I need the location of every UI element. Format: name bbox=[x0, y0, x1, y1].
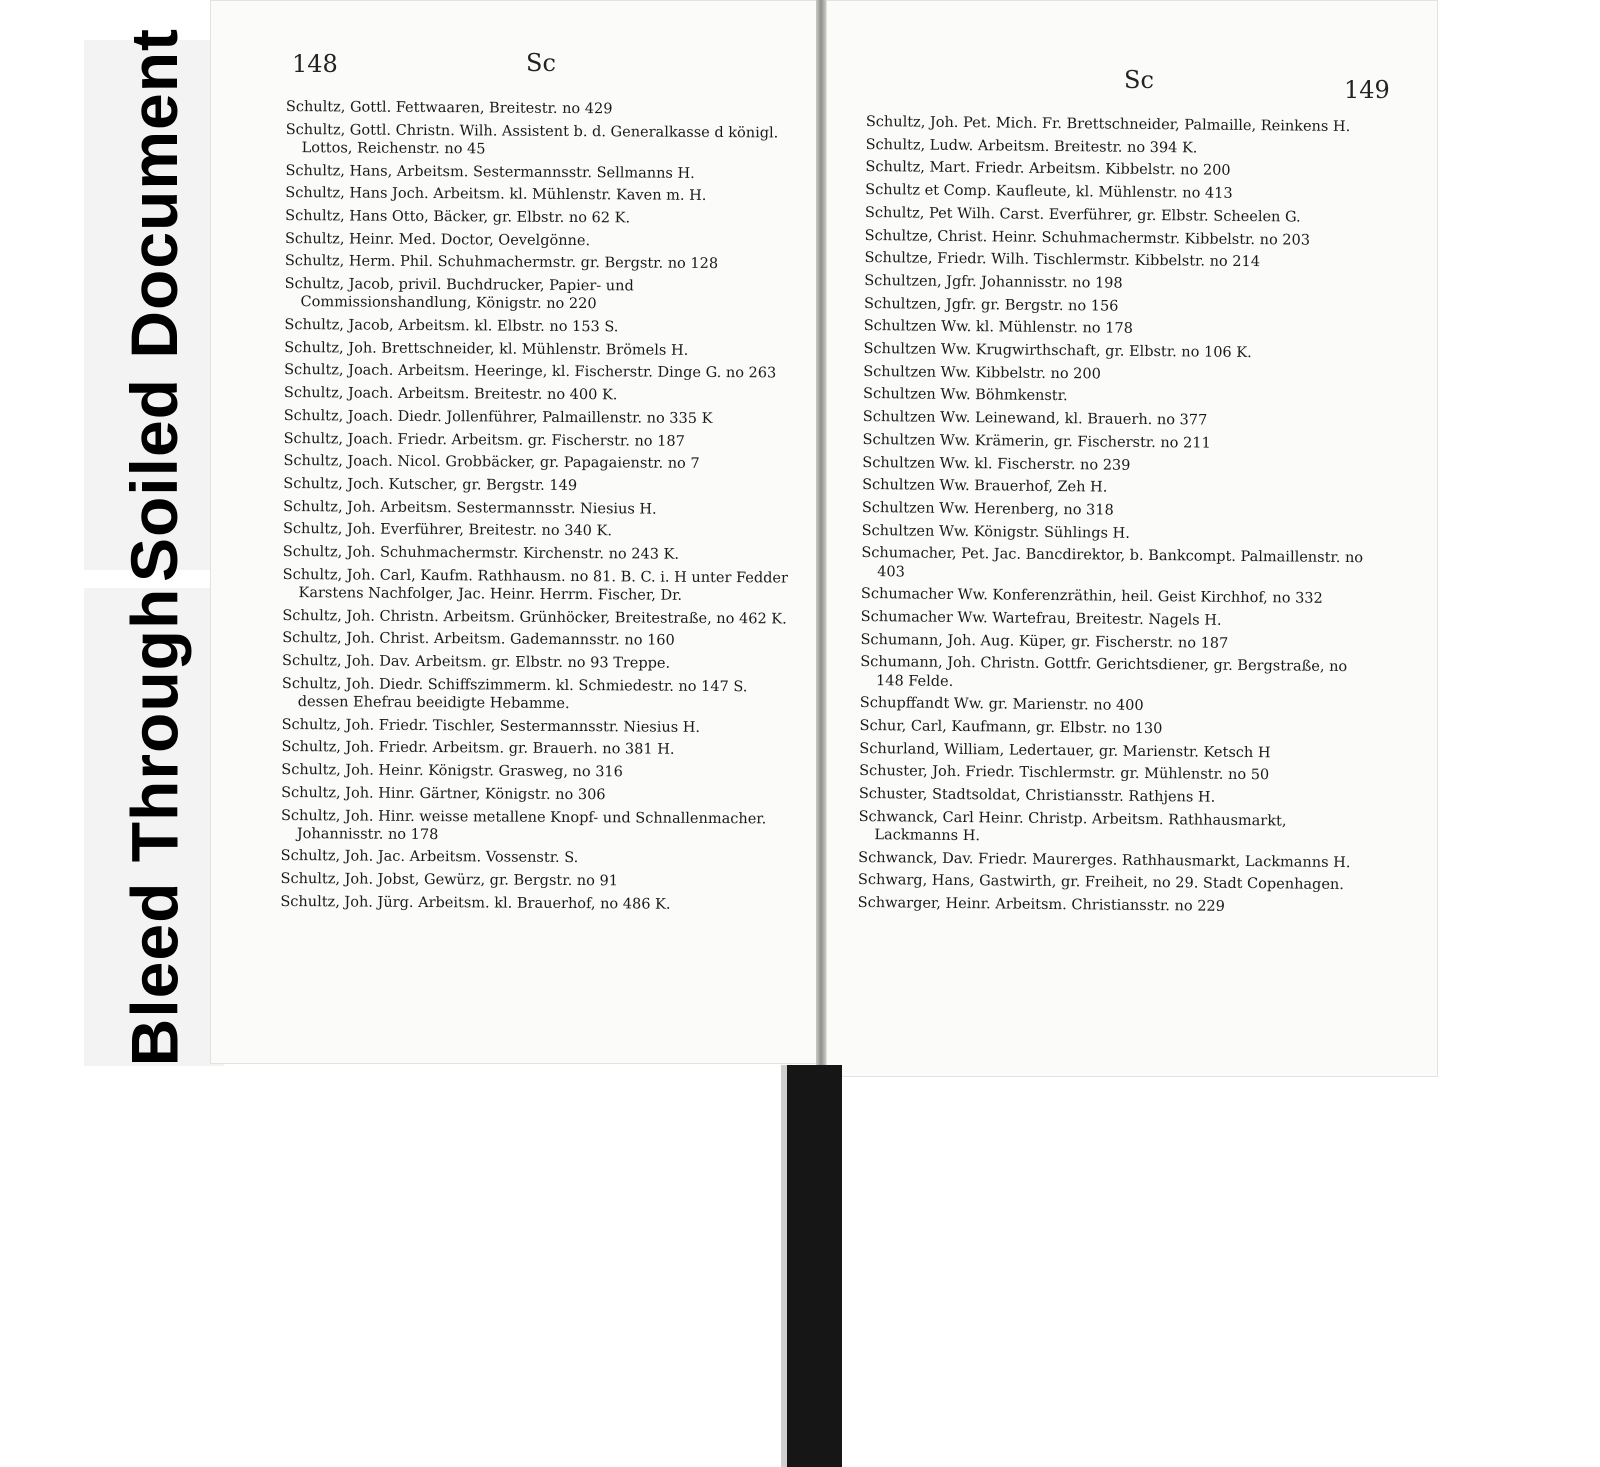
directory-entry: Schumacher Ww. Konferenzräthin, heil. Geist Kirchhof, no 332 bbox=[860, 586, 1323, 608]
directory-entry: Schultze, Friedr. Wilh. Tischlermstr. Kibbelstr. no 214 bbox=[864, 250, 1261, 271]
directory-entry: Schultz, Joch. Kutscher, gr. Bergstr. 149 bbox=[283, 475, 578, 494]
directory-entry: Schultz, Joh. Schuhmachermstr. Kirchenstr. no 243 K. bbox=[282, 544, 680, 563]
directory-entry: Schultze, Christ. Heinr. Schuhmachermstr. Kibbelstr. no 203 bbox=[864, 227, 1311, 249]
directory-entry: Schultz, Joh. Diedr. Schiffszimmerm. kl. Schmiedestr. no 147 S. dessen Ehefrau beeidigte Hebamme. bbox=[281, 675, 748, 712]
directory-entry: Schultz, Hans Otto, Bäcker, gr. Elbstr. no 62 K. bbox=[285, 208, 631, 227]
directory-entry: Schumann, Joh. Aug. Küper, gr. Fischerstr. no 187 bbox=[860, 631, 1229, 652]
soiled-document-text: Soiled Document bbox=[117, 27, 191, 583]
right-running-head: Sc bbox=[1124, 66, 1154, 94]
directory-entry: Schultz, Joh. Friedr. Arbeitsm. gr. Brauerh. no 381 H. bbox=[281, 739, 675, 759]
directory-entry: Schumann, Joh. Christn. Gottfr. Gerichtsdiener, gr. Bergstraße, no 148 Felde. bbox=[860, 654, 1348, 690]
directory-entry: Schurland, William, Ledertauer, gr. Marienstr. Ketsch H bbox=[859, 740, 1271, 761]
book-spine bbox=[787, 1065, 842, 1467]
directory-entry: Schultz, Joh. Carl, Kaufm. Rathhausm. no 81. B. C. i. H unter Fedder Karstens Nachfolger, Jac. Heinr. Herrm. Fischer, Dr. bbox=[282, 566, 789, 604]
directory-entry: Schultz, Pet Wilh. Carst. Everführer, gr. Elbstr. Scheelen G. bbox=[864, 204, 1301, 226]
directory-entry: Schultz, Joh. Everführer, Breitestr. no 340 K. bbox=[282, 521, 613, 540]
soiled-document-label bbox=[84, 27, 224, 583]
bleed-through-text: Bleed Through bbox=[117, 587, 191, 1067]
directory-entry: Schwanck, Dav. Friedr. Maurerges. Rathhausmarkt, Lackmanns H. bbox=[858, 849, 1351, 871]
directory-entry: Schultz, Joach. Nicol. Grobbäcker, gr. Papagaienstr. no 7 bbox=[283, 453, 700, 473]
directory-entry: Schultz, Joach. Diedr. Jollenführer, Palmaillenstr. no 335 K bbox=[283, 407, 713, 427]
directory-entry: Schultz, Joach. Friedr. Arbeitsm. gr. Fischerstr. no 187 bbox=[283, 430, 685, 450]
directory-entry: Schupffandt Ww. gr. Marienstr. no 400 bbox=[859, 695, 1144, 715]
left-directory-column bbox=[280, 98, 796, 919]
directory-entry: Schwanck, Carl Heinr. Christp. Arbeitsm. Rathhausmarkt, Lackmanns H. bbox=[858, 808, 1287, 845]
directory-entry: Schultz, Joach. Arbeitsm. Breitestr. no 400 K. bbox=[283, 385, 618, 404]
directory-entry: Schultz, Joh. Friedr. Tischler, Sestermannsstr. Niesius H. bbox=[281, 716, 701, 736]
directory-entry: Schultz, Heinr. Med. Doctor, Oevelgönne. bbox=[284, 230, 591, 249]
directory-entry: Schultzen Ww. Königstr. Sühlings H. bbox=[861, 522, 1130, 542]
directory-entry: Schultzen Ww. Böhmkenstr. bbox=[862, 386, 1068, 405]
right-directory-column bbox=[858, 113, 1376, 922]
directory-entry: Schumacher, Pet. Jac. Bancdirektor, b. Bankcompt. Palmaillenstr. no 403 bbox=[861, 545, 1364, 580]
directory-entry: Schultzen Ww. Krämerin, gr. Fischerstr. no 211 bbox=[862, 431, 1211, 452]
bleed-through-label bbox=[84, 588, 224, 1066]
directory-entry: Schultz, Ludw. Arbeitsm. Breitestr. no 394 K. bbox=[865, 136, 1198, 157]
directory-entry: Schultz, Joh. Jürg. Arbeitsm. kl. Brauerhof, no 486 K. bbox=[280, 893, 671, 913]
directory-entry: Schultz, Joh. Dav. Arbeitsm. gr. Elbstr. no 93 Treppe. bbox=[282, 653, 671, 672]
directory-entry: Schultzen, Jgfr. gr. Bergstr. no 156 bbox=[863, 295, 1119, 315]
directory-entry: Schultz, Joh. Hinr. weisse metallene Knopf- und Schnallenmacher. Johannisstr. no 178 bbox=[280, 807, 767, 843]
directory-entry: Schultz et Comp. Kaufleute, kl. Mühlenstr. no 413 bbox=[865, 182, 1233, 202]
right-page-number: 149 bbox=[1344, 76, 1390, 104]
directory-entry: Schwarg, Hans, Gastwirth, gr. Freiheit, no 29. Stadt Copenhagen. bbox=[857, 872, 1345, 894]
directory-entry: Schultzen Ww. Herenberg, no 318 bbox=[861, 499, 1114, 519]
left-page-number: 148 bbox=[292, 50, 338, 78]
directory-entry: Schultz, Joh. Pet. Mich. Fr. Brettschneider, Palmaille, Reinkens H. bbox=[865, 113, 1351, 136]
directory-entry: Schultz, Joh. Christ. Arbeitsm. Gademannsstr. no 160 bbox=[282, 630, 675, 650]
directory-entry: Schultzen Ww. kl. Fischerstr. no 239 bbox=[862, 454, 1131, 474]
directory-entry: Schultz, Joh. Heinr. Königstr. Grasweg, no 316 bbox=[281, 762, 623, 781]
directory-entry: Schur, Carl, Kaufmann, gr. Elbstr. no 130 bbox=[859, 717, 1163, 738]
directory-entry: Schwarger, Heinr. Arbeitsm. Christiansstr. no 229 bbox=[857, 895, 1226, 915]
directory-entry: Schultz, Joach. Arbeitsm. Heeringe, kl. Fischerstr. Dinge G. no 263 bbox=[284, 362, 777, 382]
directory-entry: Schultzen Ww. Leinewand, kl. Brauerh. no 377 bbox=[862, 409, 1208, 429]
directory-entry: Schultz, Joh. Hinr. Gärtner, Königstr. no 306 bbox=[281, 784, 606, 804]
directory-entry: Schuster, Joh. Friedr. Tischlermstr. gr. Mühlenstr. no 50 bbox=[859, 763, 1270, 784]
directory-entry: Schultz, Joh. Jobst, Gewürz, gr. Bergstr. no 91 bbox=[280, 871, 619, 890]
directory-entry: Schultz, Mart. Friedr. Arbeitsm. Kibbelstr. no 200 bbox=[865, 159, 1231, 180]
directory-entry: Schultz, Hans Joch. Arbeitsm. kl. Mühlenstr. Kaven m. H. bbox=[285, 185, 707, 205]
directory-entry: Schultz, Hans, Arbeitsm. Sestermannsstr. Sellmanns H. bbox=[285, 162, 695, 182]
directory-entry: Schultz, Jacob, Arbeitsm. kl. Elbstr. no 153 S. bbox=[284, 317, 619, 336]
directory-entry: Schultz, Jacob, privil. Buchdrucker, Papier- und Commissionshandlung, Königstr. no 220 bbox=[284, 276, 634, 313]
directory-entry: Schultz, Gottl. Fettwaaren, Breitestr. no 429 bbox=[285, 98, 613, 118]
directory-entry: Schultzen Ww. Krugwirthschaft, gr. Elbstr. no 106 K. bbox=[863, 341, 1252, 362]
directory-entry: Schultzen, Jgfr. Johannisstr. no 198 bbox=[864, 272, 1123, 292]
book-gutter bbox=[816, 0, 826, 1065]
directory-entry: Schumacher Ww. Wartefrau, Breitestr. Nagels H. bbox=[860, 608, 1222, 629]
left-running-head: Sc bbox=[526, 49, 556, 77]
directory-entry: Schultz, Joh. Arbeitsm. Sestermannsstr. Niesius H. bbox=[283, 498, 657, 518]
directory-entry: Schultzen Ww. Kibbelstr. no 200 bbox=[863, 363, 1101, 383]
directory-entry: Schultz, Herm. Phil. Schuhmachermstr. gr. Bergstr. no 128 bbox=[284, 253, 719, 273]
directory-entry: Schultz, Gottl. Christn. Wilh. Assistent b. d. Generalkasse d königl. Lottos, Reichenstr. no 45 bbox=[285, 121, 779, 158]
directory-entry: Schultz, Joh. Christn. Arbeitsm. Grünhöcker, Breitestraße, no 462 K. bbox=[282, 607, 787, 628]
directory-entry: Schultz, Joh. Brettschneider, kl. Mühlenstr. Brömels H. bbox=[284, 339, 689, 359]
directory-entry: Schultz, Joh. Jac. Arbeitsm. Vossenstr. S. bbox=[280, 848, 579, 867]
directory-entry: Schuster, Stadtsoldat, Christiansstr. Rathjens H. bbox=[858, 786, 1216, 806]
directory-entry: Schultzen Ww. Brauerhof, Zeh H. bbox=[862, 477, 1108, 496]
directory-entry: Schultzen Ww. kl. Mühlenstr. no 178 bbox=[863, 318, 1133, 338]
